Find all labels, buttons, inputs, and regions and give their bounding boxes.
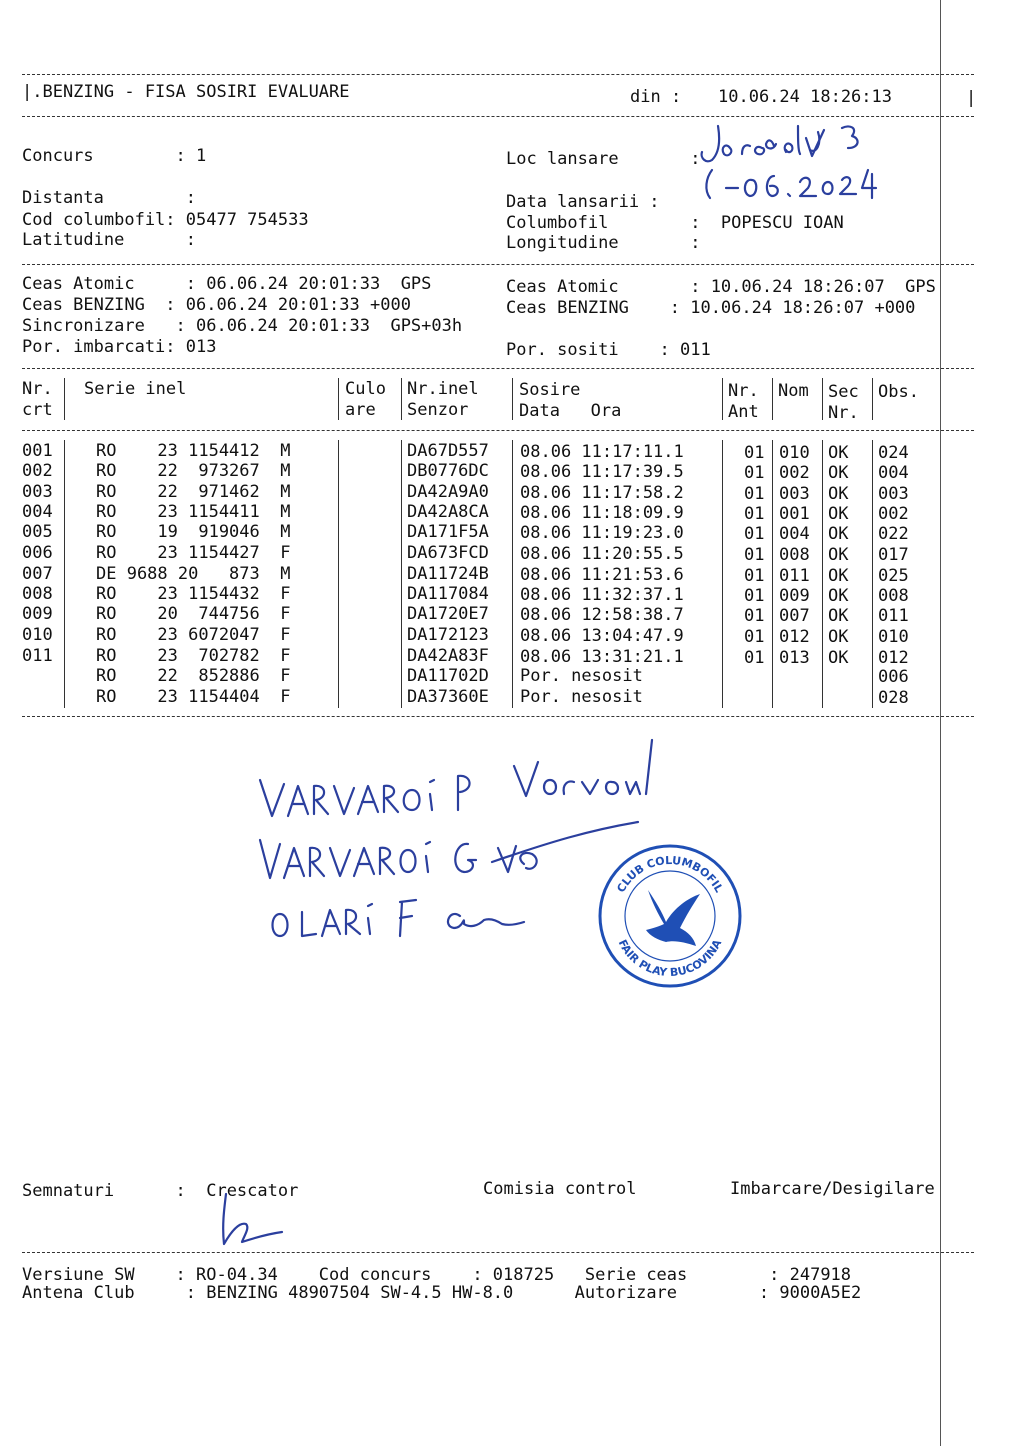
cell-ant: 01: [744, 463, 765, 483]
col-divider: [872, 378, 873, 420]
longitudine-field: Longitudine :: [506, 233, 701, 253]
table-row: [0, 502, 940, 522]
cell-sosire: 08.06 11:17:39.5: [520, 462, 684, 482]
cell-sec: OK: [828, 627, 849, 647]
report-din-label: din :: [630, 87, 682, 107]
col-crt-label: crt: [22, 400, 53, 420]
col-divider: [64, 378, 65, 420]
concurs-field: Concurs : 1: [22, 146, 207, 166]
cell-serie: RO 20 744756 F: [96, 604, 291, 624]
col-sosire-label: Sosire: [519, 380, 581, 400]
cell-ant: 01: [744, 545, 765, 565]
col-sec-label: Sec: [828, 382, 859, 402]
cell-serie: RO 22 852886 F: [96, 666, 291, 686]
cell-senzor: DA1720E7: [407, 604, 489, 624]
cell-serie: RO 23 1154432 F: [96, 584, 291, 604]
cell-nom: 004: [779, 524, 810, 544]
cell-nom: 008: [779, 545, 810, 565]
col-divider: [401, 378, 402, 420]
col-nom-label: Nom: [778, 381, 809, 401]
handwritten-location-date: [690, 118, 890, 208]
cell-serie: RO 23 1154412 M: [96, 441, 291, 461]
cell-senzor: DB0776DC: [407, 461, 489, 481]
cell-serie: RO 22 973267 M: [96, 461, 291, 481]
columbofil-field: Columbofil : POPESCU IOAN: [506, 213, 844, 233]
svg-text:FAIR PLAY BUCOVINA: [616, 937, 725, 979]
cod-columbofil-field: Cod columbofil: 05477 754533: [22, 210, 309, 230]
cell-nr: 008: [22, 584, 53, 604]
cell-nom: 003: [779, 484, 810, 504]
cell-sosire: 08.06 13:31:21.1: [520, 647, 684, 667]
cell-nr: 004: [22, 502, 53, 522]
cell-senzor: DA172123: [407, 625, 489, 645]
cell-sec: OK: [828, 648, 849, 668]
table-header-separator: [22, 430, 974, 431]
breeder-signature: [212, 1190, 292, 1250]
cell-obs: 006: [878, 667, 909, 687]
cell-sosire: 08.06 13:04:47.9: [520, 626, 684, 646]
cell-sosire: Por. nesosit: [520, 666, 643, 686]
col-culo-label: Culo: [345, 379, 386, 399]
cell-serie: RO 23 702782 F: [96, 646, 291, 666]
cell-obs: 002: [878, 504, 909, 524]
cell-sec: OK: [828, 566, 849, 586]
col-divider: [512, 378, 513, 420]
cell-obs: 017: [878, 545, 909, 565]
cell-sosire: 08.06 11:32:37.1: [520, 585, 684, 605]
cell-nr: 010: [22, 625, 53, 645]
distanta-field: Distanta :: [22, 188, 196, 208]
cell-nr: 009: [22, 604, 53, 624]
cell-senzor: DA673FCD: [407, 543, 489, 563]
table-row: [0, 461, 940, 481]
col-divider: [722, 378, 723, 420]
cell-serie: RO 23 1154404 F: [96, 687, 291, 707]
cell-nom: 010: [779, 443, 810, 463]
col-nr-ant-label: Nr.: [728, 381, 759, 401]
table-row: [0, 564, 940, 584]
cell-serie: RO 23 1154427 F: [96, 543, 291, 563]
cell-nr: 007: [22, 564, 53, 584]
cell-sosire: 08.06 11:17:58.2: [520, 483, 684, 503]
imbarcare-label: Imbarcare/Desigilare: [730, 1179, 935, 1199]
cell-senzor: DA171F5A: [407, 522, 489, 542]
cell-ant: 01: [744, 504, 765, 524]
cell-obs: 004: [878, 463, 909, 483]
semnaturi-label: Semnaturi : Crescator: [22, 1181, 299, 1201]
footer-version-line: Versiune SW : RO-04.34 Cod concurs : 018725 Serie ceas : 247918: [22, 1265, 852, 1285]
footer-separator: [22, 1252, 974, 1253]
stamp-bottom-text: FAIR PLAY BUCOVINA: [615, 937, 725, 980]
cell-nr: 011: [22, 646, 53, 666]
cell-sec: OK: [828, 463, 849, 483]
col-sec-nr-label: Nr.: [828, 403, 859, 423]
cell-nr: 006: [22, 543, 53, 563]
cell-nom: 007: [779, 606, 810, 626]
loc-lansare-field: Loc lansare :: [506, 149, 701, 169]
cell-senzor: DA42A83F: [407, 646, 489, 666]
table-row: [0, 687, 940, 707]
cell-nom: 002: [779, 463, 810, 483]
report-timestamp: 10.06.24 18:26:13: [718, 87, 892, 107]
ceas-benzing-end: Ceas BENZING : 10.06.24 18:26:07 +000: [506, 298, 916, 318]
col-ant-label: Ant: [728, 402, 759, 422]
stamp-top-text: CLUB COLUMBOFIL: [614, 853, 726, 895]
table-row: [0, 604, 940, 624]
col-senzor-label: Senzor: [407, 400, 469, 420]
latitudine-field: Latitudine :: [22, 230, 196, 250]
cell-sec: OK: [828, 443, 849, 463]
cell-sosire: 08.06 11:17:11.1: [520, 442, 684, 462]
ceas-benzing-start: Ceas BENZING : 06.06.24 20:01:33 +000: [22, 295, 411, 315]
ceas-atomic-end: Ceas Atomic : 10.06.24 18:26:07 GPS: [506, 277, 936, 297]
cell-serie: RO 22 971462 M: [96, 482, 291, 502]
clock-top-separator: [22, 264, 974, 265]
col-are-label: are: [345, 400, 376, 420]
cell-senzor: DA67D557: [407, 441, 489, 461]
cell-nom: 011: [779, 566, 810, 586]
cell-serie: DE 9688 20 873 M: [96, 564, 291, 584]
cell-ant: 01: [744, 566, 765, 586]
ceas-atomic-start: Ceas Atomic : 06.06.24 20:01:33 GPS: [22, 274, 432, 294]
table-row: [0, 584, 940, 604]
col-serie-label: Serie inel: [84, 379, 187, 399]
cell-sosire: 08.06 11:18:09.9: [520, 503, 684, 523]
cell-obs: 003: [878, 484, 909, 504]
cell-sec: OK: [828, 586, 849, 606]
header-top-separator: [22, 74, 974, 75]
cell-sosire: 08.06 11:19:23.0: [520, 523, 684, 543]
cell-sec: OK: [828, 484, 849, 504]
cell-senzor: DA37360E: [407, 687, 489, 707]
por-imbarcati-field: Por. imbarcati: 013: [22, 337, 217, 357]
cell-sec: OK: [828, 504, 849, 524]
col-divider: [338, 378, 339, 420]
cell-nom: 001: [779, 504, 810, 524]
cell-obs: 028: [878, 688, 909, 708]
cell-senzor: DA42A8CA: [407, 502, 489, 522]
cell-obs: 008: [878, 586, 909, 606]
cell-serie: RO 23 6072047 F: [96, 625, 291, 645]
cell-sec: OK: [828, 524, 849, 544]
cell-nom: 012: [779, 627, 810, 647]
cell-ant: 01: [744, 648, 765, 668]
table-row: [0, 646, 940, 666]
col-divider: [822, 378, 823, 420]
cell-ant: 01: [744, 606, 765, 626]
cell-sosire: 08.06 11:21:53.6: [520, 565, 684, 585]
comisia-control-label: Comisia control: [483, 1179, 637, 1199]
cell-serie: RO 19 919046 M: [96, 522, 291, 542]
cell-ant: 01: [744, 627, 765, 647]
col-nr-label: Nr.: [22, 379, 53, 399]
cell-senzor: DA117084: [407, 584, 489, 604]
data-lansarii-field: Data lansarii :: [506, 192, 660, 212]
col-data-ora-label: Data Ora: [519, 401, 622, 421]
cell-senzor: DA11702D: [407, 666, 489, 686]
cell-ant: 01: [744, 586, 765, 606]
cell-sec: OK: [828, 606, 849, 626]
cell-nr: 005: [22, 522, 53, 542]
cell-ant: 01: [744, 484, 765, 504]
cell-obs: 022: [878, 524, 909, 544]
por-sositi-field: Por. sositi : 011: [506, 340, 711, 360]
cell-sec: OK: [828, 545, 849, 565]
cell-sosire: 08.06 11:20:55.5: [520, 544, 684, 564]
cell-sosire: 08.06 12:58:38.7: [520, 605, 684, 625]
cell-nom: 013: [779, 648, 810, 668]
cell-nom: 009: [779, 586, 810, 606]
footer-antena-line: Antena Club : BENZING 48907504 SW-4.5 HW-8.0 Autorizare : 9000A5E2: [22, 1283, 862, 1303]
club-stamp: [596, 842, 744, 990]
cell-nr: 002: [22, 461, 53, 481]
cell-serie: RO 23 1154411 M: [96, 502, 291, 522]
cell-ant: 01: [744, 443, 765, 463]
sincronizare-field: Sincronizare : 06.06.24 20:01:33 GPS+03h: [22, 316, 463, 336]
col-nrinel-label: Nr.inel: [407, 379, 479, 399]
col-divider: [772, 378, 773, 420]
table-row: [0, 625, 940, 645]
table-row: [0, 482, 940, 502]
cell-obs: 012: [878, 648, 909, 668]
header-right-bar: |: [966, 88, 977, 108]
table-row: [0, 441, 940, 461]
cell-obs: 024: [878, 443, 909, 463]
cell-senzor: DA11724B: [407, 564, 489, 584]
table-bottom-separator: [22, 716, 974, 717]
cell-sosire: Por. nesosit: [520, 687, 643, 707]
dove-icon: [646, 890, 700, 946]
col-obs-label: Obs.: [878, 382, 919, 402]
table-row: [0, 543, 940, 563]
cell-obs: 010: [878, 627, 909, 647]
cell-obs: 011: [878, 606, 909, 626]
page-edge-line: [940, 0, 941, 1446]
cell-ant: 01: [744, 524, 765, 544]
report-title: |.BENZING - FISA SOSIRI EVALUARE: [22, 82, 350, 102]
table-row: [0, 666, 940, 686]
table-top-separator: [22, 368, 974, 369]
header-bottom-separator: [22, 116, 974, 117]
cell-senzor: DA42A9A0: [407, 482, 489, 502]
cell-nr: 003: [22, 482, 53, 502]
cell-obs: 025: [878, 566, 909, 586]
svg-text:CLUB COLUMBOFIL: [614, 854, 725, 895]
table-row: [0, 522, 940, 542]
cell-nr: 001: [22, 441, 53, 461]
